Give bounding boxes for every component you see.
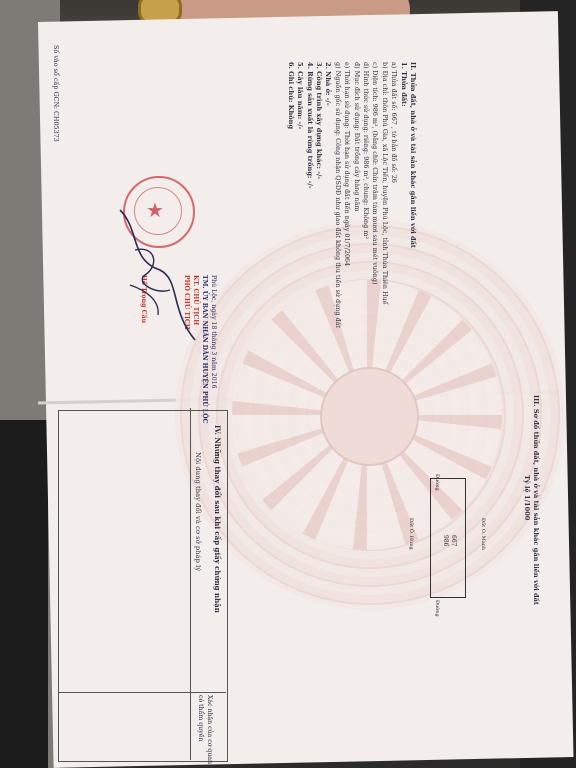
section2-title: II. Thửa đất, nhà ở và tài sản khác gắn liền với đất bbox=[409, 62, 417, 248]
changes-column-confirmation bbox=[196, 695, 214, 764]
handwritten-signature bbox=[100, 190, 210, 350]
address-line: b) Địa chỉ: thôn Phú Gia, xã Lộc Tiến, huyện Phú Lộc, tỉnh Thừa Thiên Huế bbox=[380, 62, 389, 305]
usage-origin-line: g) Nguồn gốc sử dụng: Công nhận QSDĐ như giao đất không thu tiền sử dụng đất bbox=[333, 62, 342, 329]
map-neighbor-1: Đất O. Manh bbox=[480, 518, 486, 551]
signing-role-2: PHÓ CHỦ TỊCH bbox=[183, 275, 190, 330]
map-road-bottom: Đường bbox=[434, 600, 440, 617]
area-line: c) Diện tích: 986 m², (bằng chữ: Chín trăm tám mươi sáu mét vuông) bbox=[371, 62, 380, 285]
signing-organization: TM. ỦY BAN NHÂN DÂN HUYỆN PHÚ LỘC bbox=[201, 275, 208, 424]
certificate-serial: Số vào sổ cấp GCN: CH05373 bbox=[52, 45, 60, 142]
signing-date: Phú Lộc, ngày 18 tháng 3 năm 2016 bbox=[210, 275, 217, 389]
section3-title: III. Sơ đồ thửa đất, nhà ở và tài sản khác gắn liền với đất bbox=[532, 395, 540, 605]
land-parcel-details bbox=[285, 62, 417, 382]
signing-role-1: KT. CHỦ TỊCH bbox=[192, 275, 199, 326]
perennial-line: 5. Cây lâu năm: -/- bbox=[296, 62, 305, 130]
map-parcel-area: 986 bbox=[442, 535, 449, 547]
map-neighbor-2: Đất Ô. Hùng bbox=[408, 518, 414, 550]
usage-purpose-line: đ) Mục đích sử dụng: Đất trồng cây hàng năm bbox=[352, 62, 361, 212]
note-line: 6. Ghi chú: Không bbox=[286, 62, 295, 130]
section4-title: IV. Những thay đổi sau khi cấp giấy chứng nhận bbox=[213, 425, 222, 613]
usage-form-line: d) Hình thức sử dụng: riêng: 986 m², chung: Không m² bbox=[361, 62, 370, 239]
parcel-number-line: a) Thửa đất số: 667 , tờ bản đồ số: 26 bbox=[390, 62, 399, 183]
map-parcel-number: 667 bbox=[450, 535, 457, 547]
map-scale: Tỷ lệ 1/1000 bbox=[523, 475, 531, 521]
map-road-top: Đường bbox=[434, 474, 440, 491]
parcel-heading: 1. Thửa đất: bbox=[399, 62, 408, 107]
usage-term-line: e) Thời hạn sử dụng: Thời hạn sử dụng đất đến ngày 01/7/2064 bbox=[343, 62, 352, 267]
confirmation-line-2: có thẩm quyền bbox=[197, 695, 204, 742]
section3-header bbox=[522, 395, 540, 605]
changes-column-content: Nội dung thay đổi và cơ sở pháp lý bbox=[194, 452, 202, 572]
changes-table-row-divider bbox=[58, 692, 226, 693]
changes-table-divider bbox=[190, 408, 191, 760]
dark-background-left bbox=[0, 420, 48, 768]
confirmation-line-1: Xác nhận của cơ quan bbox=[206, 695, 213, 765]
signer-name: Hồ Trọng Cầu bbox=[140, 275, 147, 324]
forest-line: 4. Rừng sản xuất là rừng trồng: -/- bbox=[305, 62, 314, 189]
seal-star-icon: ★ bbox=[146, 198, 164, 222]
house-line: 2. Nhà ở: -/- bbox=[324, 62, 333, 106]
construction-line: 3. Công trình xây dựng khác: -/- bbox=[314, 62, 323, 180]
